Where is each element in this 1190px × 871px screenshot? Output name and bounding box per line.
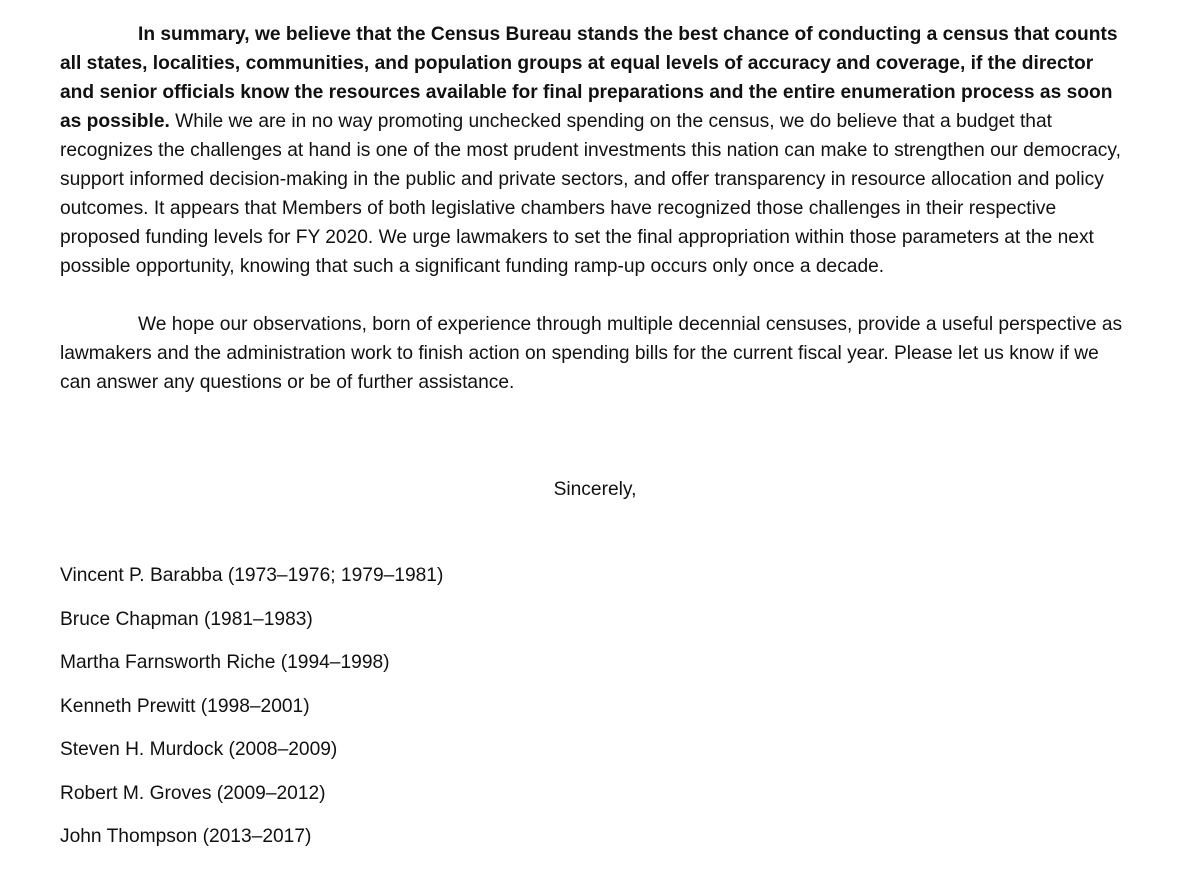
summary-bold-text: In summary, we believe that the Census Bureau stands the best chance of conducting a census that counts all states, localities, communities, and population groups at equal levels of accuracy and coverage, if the director and senior officials know the resources available for final preparations and the entire enumeration process as soon as possible. <box>60 24 1118 132</box>
summary-paragraph <box>60 20 1130 281</box>
closing-salutation: Sincerely, <box>553 479 637 500</box>
signatory-name: Robert M. Groves (2009–2012) <box>60 782 326 804</box>
signatory-name: Steven H. Murdock (2008–2009) <box>60 739 338 760</box>
signatory-list <box>60 561 443 866</box>
observations-paragraph: We hope our observations, born of experience through multiple decennial censuses, provide a useful perspective as lawmakers and the administration work to finish action on spending bills for the current fiscal year. Please let us know if we can answer any questions or be of further assistance. <box>60 314 1123 393</box>
summary-regular-text: While we are in no way promoting unchecked spending on the census, we do believe that a budget that recognizes the challenges at hand is one of the most prudent investments this nation can make to strengthen our democracy, support informed decision-making in the public and private sectors, and offer transparency in resource allocation and policy outcomes. It appears that Members of both legislative chambers have recognized those challenges in their respective proposed funding levels for FY 2020. We urge lawmakers to set the final appropriation within those parameters at the next possible opportunity, knowing that such a significant funding ramp-up occurs only once a decade. <box>60 111 1121 277</box>
signatory-name: John Thompson (2013–2017) <box>60 826 312 847</box>
letter-body <box>60 20 1130 847</box>
signatory-name: Bruce Chapman (1981–1983) <box>60 608 313 630</box>
signatory-name: Kenneth Prewitt (1998–2001) <box>60 695 310 717</box>
signatory-name: Vincent P. Barabba (1973–1976; 1979–1981) <box>60 565 444 586</box>
signatory-name: Martha Farnsworth Riche (1994–1998) <box>60 652 390 673</box>
